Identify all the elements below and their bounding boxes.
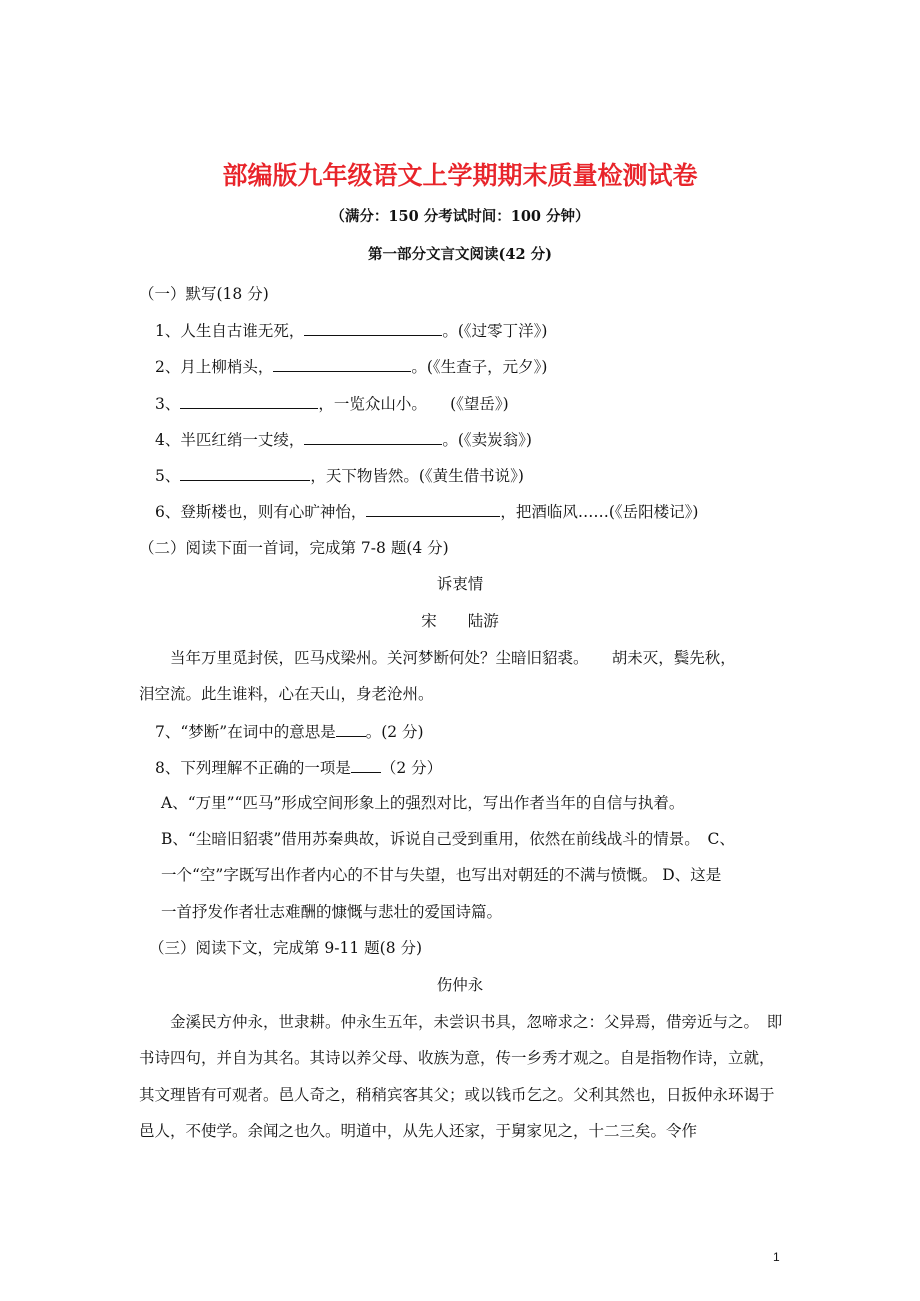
item-text: 4、半匹红绡一丈绫， xyxy=(155,431,305,449)
item-source: 。(《卖炭翁》) xyxy=(442,431,532,449)
answer-blank xyxy=(366,501,500,517)
item-source: 。(《过零丁洋》) xyxy=(442,322,548,340)
question-7 xyxy=(155,721,424,742)
item-text: 3、 xyxy=(155,395,181,413)
item-source: ，一览众山小。 (《望岳》) xyxy=(318,395,509,413)
answer-blank xyxy=(180,393,318,409)
item-text: 6、登斯楼也，则有心旷神怡， xyxy=(155,503,367,521)
passage-line: 书诗四句，并自为其名。其诗以养父母、收族为意，传一乡秀才观之。自是指物作诗，立就， xyxy=(139,1049,775,1067)
item-text: 5、 xyxy=(155,467,181,485)
poem-text-line: 泪空流。此生谁料，心在天山，身老沧州。 xyxy=(139,685,434,703)
item-source: ，天下物皆然。(《黄生借书说》) xyxy=(310,467,524,485)
dictation-item-2 xyxy=(155,356,547,377)
question-text: 7、“梦断”在词中的意思是 xyxy=(155,723,336,741)
section2-heading: （二）阅读下面一首词，完成第 7-8 题(4 分) xyxy=(139,539,449,557)
question-8 xyxy=(155,757,442,778)
answer-blank xyxy=(336,721,366,737)
item-source: 。(《生查子，元夕》) xyxy=(411,358,548,376)
poem-title: 诉衷情 xyxy=(436,575,484,593)
dictation-item-3 xyxy=(155,393,509,414)
dictation-item-5 xyxy=(155,465,524,486)
document-title: 部编版九年级语文上学期期末质量检测试卷 xyxy=(222,161,698,190)
option-line: 一个“空”字既写出作者内心的不甘与失望，也写出对朝廷的不满与愤慨。 D、这是 xyxy=(161,866,722,884)
passage-title: 伤仲永 xyxy=(436,976,484,994)
answer-blank xyxy=(180,465,310,481)
question-score: 。(2 分) xyxy=(365,723,424,741)
dictation-item-6 xyxy=(155,501,698,522)
question-text: 8、下列理解不正确的一项是 xyxy=(155,759,351,777)
answer-blank xyxy=(351,757,381,773)
item-text: 1、人生自古谁无死， xyxy=(155,322,305,340)
poem-text-line: 当年万里觅封侯，匹马戍梁州。关河梦断何处？尘暗旧貂裘。 胡未灭，鬓先秋， xyxy=(170,649,736,667)
option-line: 一首抒发作者壮志难酬的慷慨与悲壮的爱国诗篇。 xyxy=(161,903,503,921)
passage-line: 邑人，不使学。余闻之也久。明道中，从先人还家，于舅家见之，十二三矣。令作 xyxy=(139,1122,698,1140)
answer-blank xyxy=(304,429,442,445)
question-score: （2 分） xyxy=(380,759,443,777)
passage-line: 其文理皆有可观者。邑人奇之，稍稍宾客其父；或以钱币乞之。父利其然也，日扳仲永环谒于 xyxy=(139,1086,775,1104)
item-source: ，把酒临风……(《岳阳楼记》) xyxy=(500,503,699,521)
dictation-item-1 xyxy=(155,320,547,341)
answer-blank xyxy=(273,356,411,372)
section3-heading: （三）阅读下文，完成第 9-11 题(8 分) xyxy=(149,939,423,957)
part1-heading: 第一部分文言文阅读(42 分) xyxy=(368,246,552,263)
answer-blank xyxy=(304,320,442,336)
exam-info: （满分：150 分考试时间：100 分钟） xyxy=(330,208,590,225)
poem-author: 宋 陆游 xyxy=(421,612,499,630)
option-line: B、“尘暗旧貂裘”借用苏秦典故，诉说自己受到重用，依然在前线战斗的情景。 C、 xyxy=(161,830,735,848)
dictation-item-4 xyxy=(155,429,532,450)
item-text: 2、月上柳梢头， xyxy=(155,358,274,376)
section1-heading: （一）默写(18 分) xyxy=(139,285,269,303)
passage-line: 金溪民方仲永，世隶耕。仲永生五年，未尝识书具，忽啼求之：父异焉，借旁近与之。 即 xyxy=(170,1013,783,1031)
page-number: 1 xyxy=(773,1250,780,1264)
option-line: A、“万里”“匹马”形成空间形象上的强烈对比，写出作者当年的自信与执着。 xyxy=(161,794,685,812)
